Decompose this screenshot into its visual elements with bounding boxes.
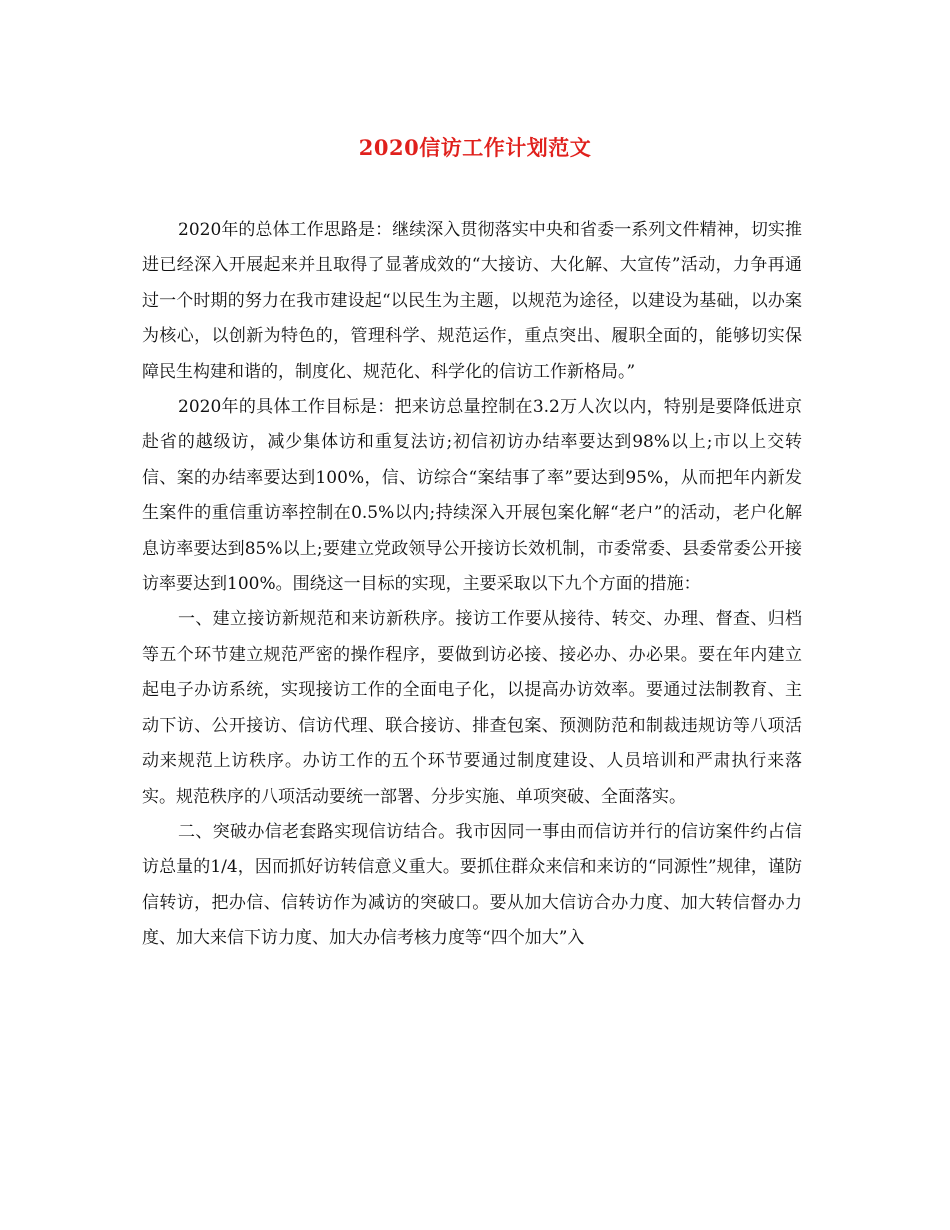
paragraph-measure-two: 二、突破办信老套路实现信访结合。我市因同一事由而信访并行的信访案件约占信访总量的1/4，因而抓好访转信意义重大。要抓住群众来信和来访的“同源性”规律，谨防信转访，把办信、信转访作为减访的突破口。要从加大信访合办力度、加大转信督办力度、加大来信下访力度、加大办信考核力度等“四个加大”入 [142,821,802,949]
document-body [142,213,802,957]
document-title: 2020信访工作计划范文 [358,135,592,160]
paragraph-measure-one: 一、建立接访新规范和来访新秩序。接访工作要从接待、转交、办理、督查、归档等五个环节建立规范严密的操作程序，要做到访必接、接必办、办必果。要在年内建立起电子办访系统，实现接访工作的全面电子化，以提高办访效率。要通过法制教育、主动下访、公开接访、信访代理、联合接访、排查包案、预测防范和制裁违规访等八项活动来规范上访秩序。办访工作的五个环节要通过制度建设、人员培训和严肃执行来落实。规范秩序的八项活动要统一部署、分步实施、单项突破、全面落实。 [142,609,802,807]
paragraph-specific-goals: 2020年的具体工作目标是：把来访总量控制在3.2万人次以内，特别是要降低进京赴省的越级访，减少集体访和重复法访;初信初访办结率要达到98%以上;市以上交转信、案的办结率要达到100%，信、访综合“案结事了率”要达到95%，从而把年内新发生案件的重信重访率控制在0.5%以内;持续深入开展包案化解“老户”的活动，老户化解息访率要达到85%以上;要建立党政领导公开接访长效机制，市委常委、县委常委公开接访率要达到100%。围绕这一目标的实现，主要采取以下九个方面的措施： [142,397,802,595]
paragraph-overall-approach: 2020年的总体工作思路是：继续深入贯彻落实中央和省委一系列文件精神，切实推进已经深入开展起来并且取得了显著成效的“大接访、大化解、大宣传”活动，力争再通过一个时期的努力在我市建设起“以民生为主题，以规范为途径，以建设为基础，以办案为核心，以创新为特色的，管理科学、规范运作，重点突出、履职全面的，能够切实保障民生构建和谐的，制度化、规范化、科学化的信访工作新格局。” [142,220,802,382]
